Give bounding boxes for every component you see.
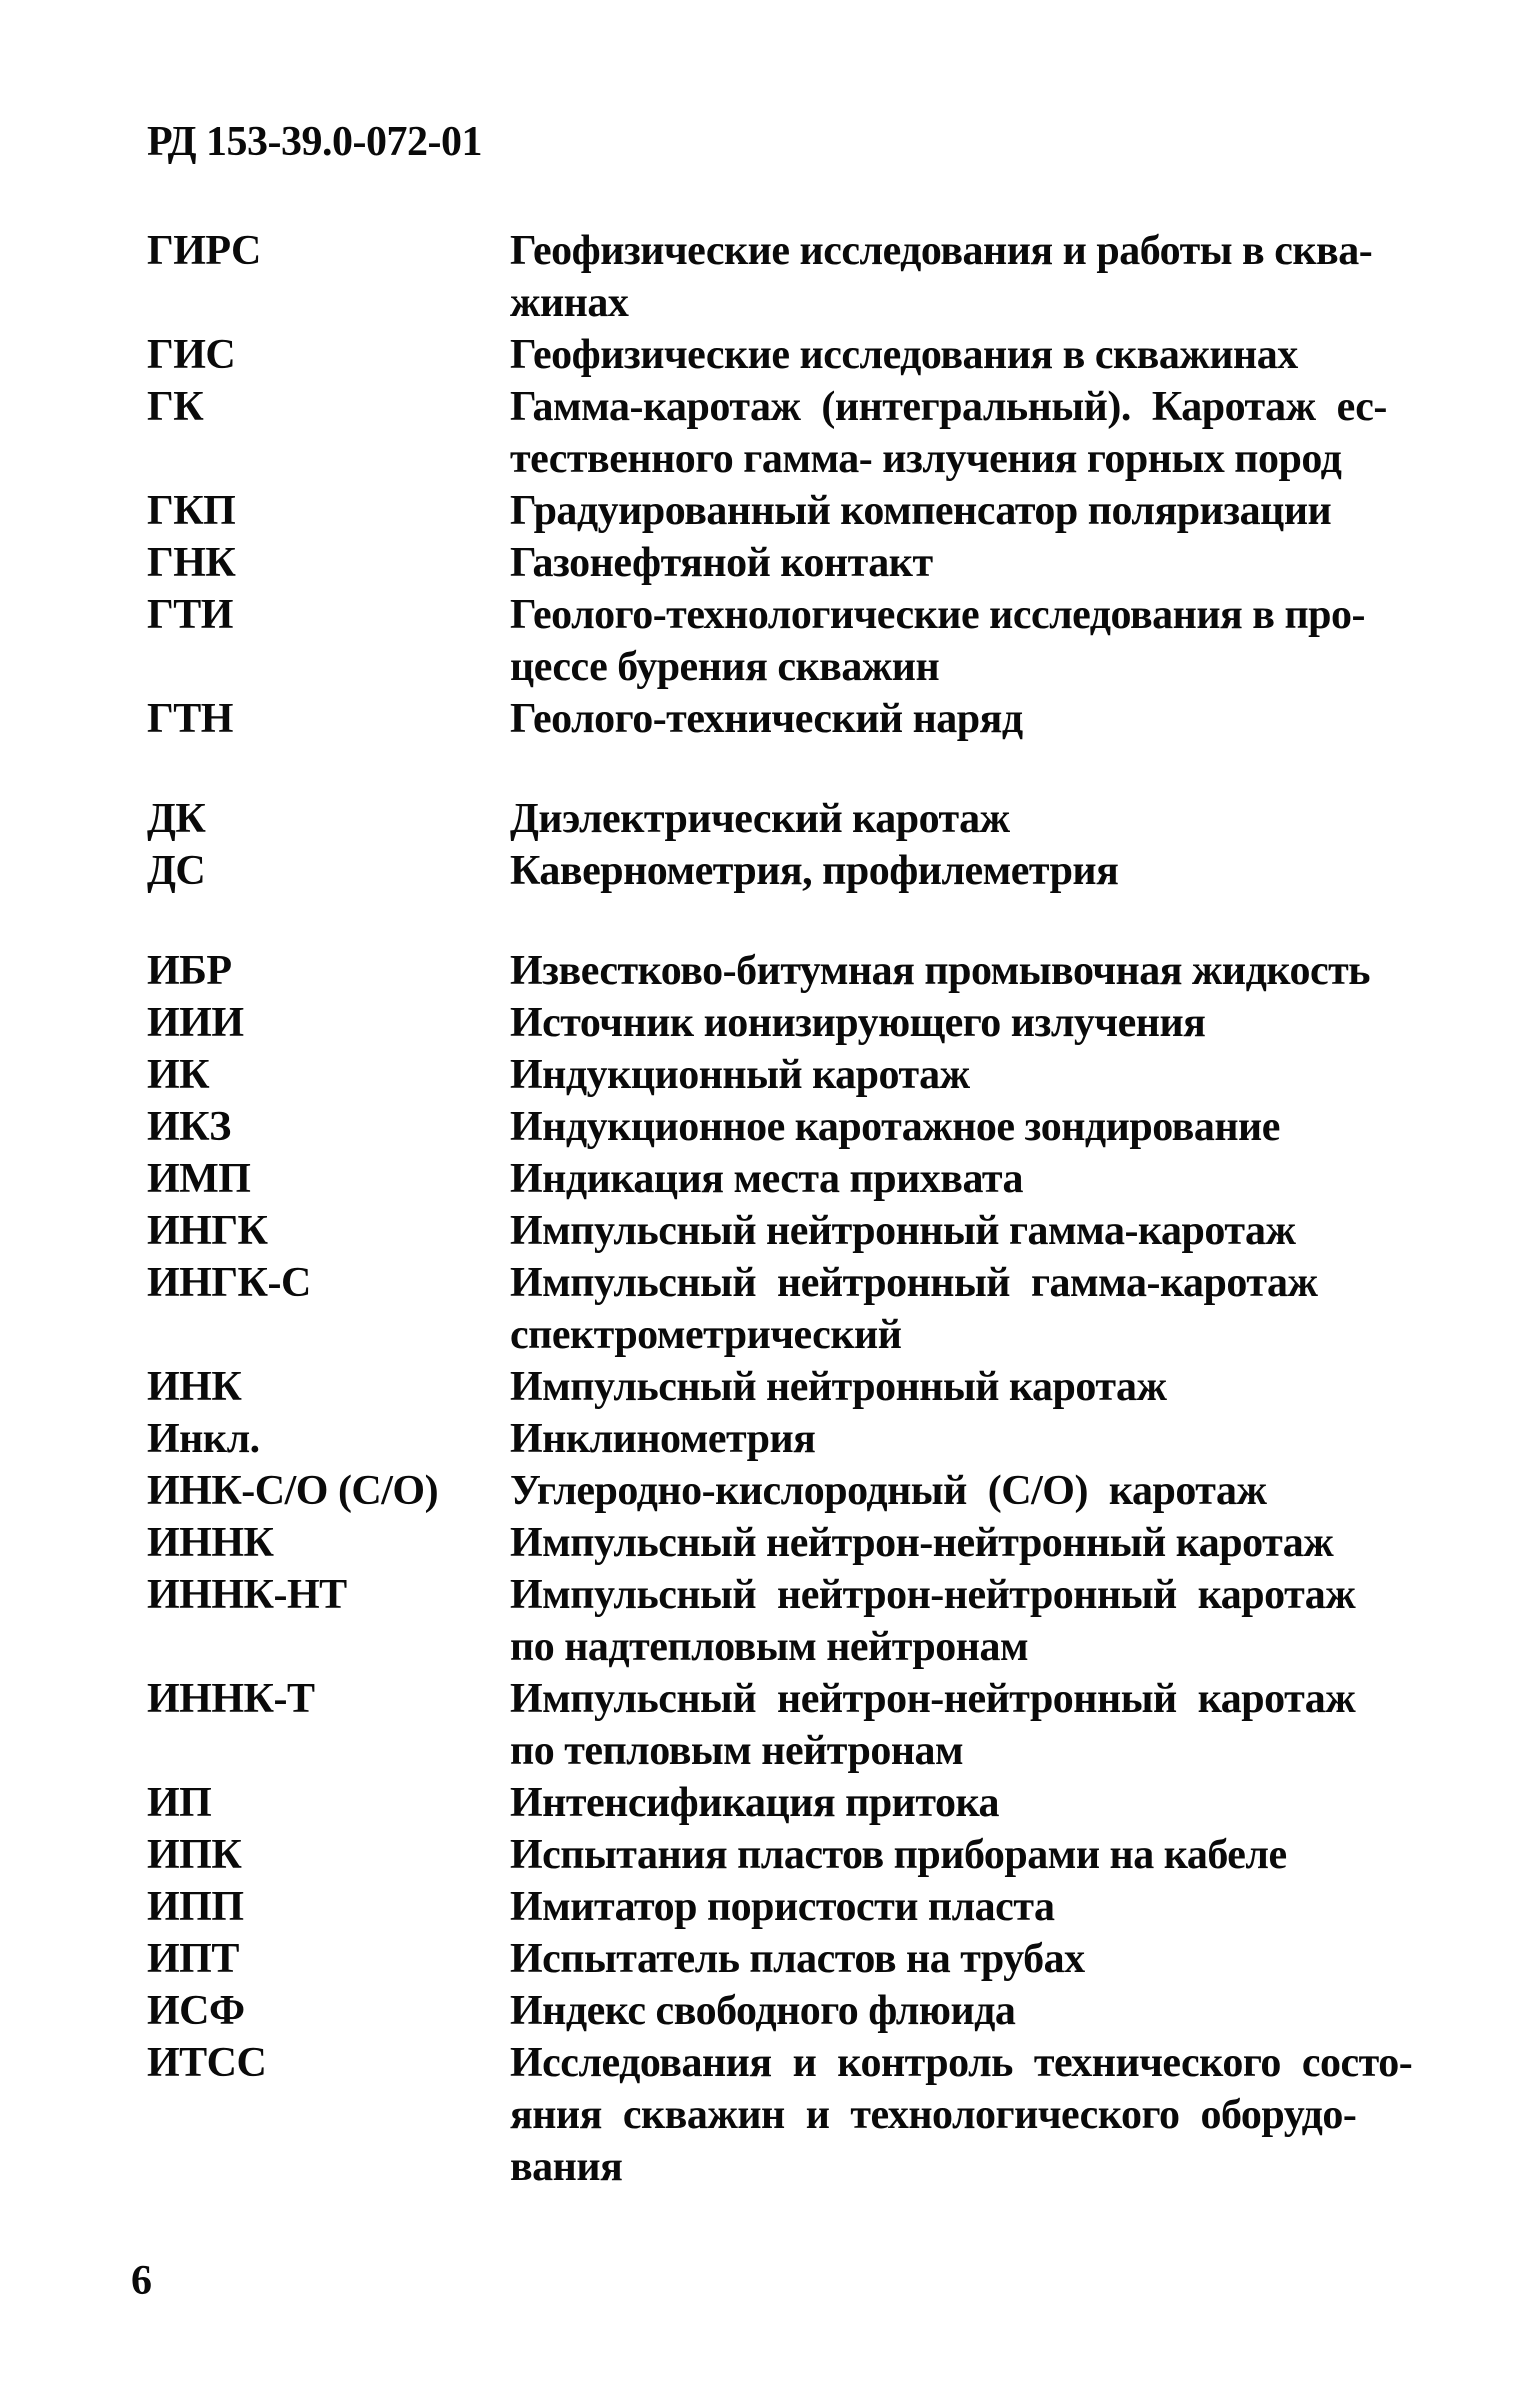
abbreviation-definition [510, 329, 1447, 381]
abbreviation-term: ИБР [147, 948, 232, 994]
definition-line: Исследования и контроль технического состо- [510, 2040, 1413, 2086]
abbreviation-term: ИИИ [147, 1000, 244, 1046]
abbreviation-row [147, 997, 1447, 1049]
definition-line: Источник ионизирующего излучения [510, 1000, 1206, 1046]
definition-line: Индекс свободного флюида [510, 1988, 1016, 2034]
abbreviation-row [147, 1881, 1447, 1933]
abbreviation-list [147, 225, 1447, 2193]
abbreviation-row [147, 2037, 1447, 2193]
abbreviation-row [147, 945, 1447, 997]
abbreviation-row [147, 1205, 1447, 1257]
abbreviation-definition [510, 1153, 1447, 1205]
abbreviation-term: ГНК [147, 540, 236, 586]
abbreviation-term: ИНГК [147, 1208, 268, 1254]
abbreviation-term: ИННК [147, 1520, 274, 1566]
abbreviation-row [147, 1517, 1447, 1569]
abbreviation-definition [510, 1517, 1447, 1569]
abbreviation-definition [510, 1465, 1447, 1517]
definition-line: Углеродно-кислородный (С/О) каротаж [510, 1468, 1267, 1514]
page-number: 6 [131, 2258, 152, 2304]
definition-line: Инклинометрия [510, 1416, 816, 1462]
abbreviation-definition [510, 1673, 1447, 1777]
definition-line: Геофизические исследования и работы в сква- [510, 228, 1373, 274]
abbreviation-term: ИПП [147, 1884, 244, 1930]
abbreviation-definition [510, 1205, 1447, 1257]
definition-line: Испытатель пластов на трубах [510, 1936, 1085, 1982]
abbreviation-term: ИННК-Т [147, 1676, 315, 1722]
abbreviation-definition [510, 1361, 1447, 1413]
definition-line: Газонефтяной контакт [510, 540, 933, 586]
definition-line: Имитатор пористости пласта [510, 1884, 1055, 1930]
abbreviation-definition [510, 1985, 1447, 2037]
abbreviation-row [147, 1829, 1447, 1881]
abbreviation-row [147, 225, 1447, 329]
definition-line: по надтепловым нейтронам [510, 1624, 1029, 1670]
definition-line: по тепловым нейтронам [510, 1728, 964, 1774]
definition-line: Кавернометрия, профилеметрия [510, 848, 1119, 894]
abbreviation-term: ИМП [147, 1156, 251, 1202]
abbreviation-definition [510, 1413, 1447, 1465]
abbreviation-row [147, 1985, 1447, 2037]
abbreviation-term: ГИС [147, 332, 236, 378]
abbreviation-definition [510, 381, 1447, 485]
abbreviation-definition [510, 485, 1447, 537]
abbreviation-row [147, 1153, 1447, 1205]
abbreviation-row [147, 1257, 1447, 1361]
definition-line: Градуированный компенсатор поляризации [510, 488, 1332, 534]
definition-line: Индукционный каротаж [510, 1052, 970, 1098]
abbreviation-term: ИННК-НТ [147, 1572, 347, 1618]
definition-line: Геофизические исследования в скважинах [510, 332, 1298, 378]
abbreviation-term: ИСФ [147, 1988, 245, 2034]
abbreviation-term: ИКЗ [147, 1104, 231, 1150]
abbreviation-row [147, 1933, 1447, 1985]
abbreviation-term: ГИРС [147, 228, 261, 274]
definition-line: Импульсный нейтрон-нейтронный каротаж [510, 1520, 1334, 1566]
abbreviation-definition [510, 1101, 1447, 1153]
abbreviation-definition [510, 1257, 1447, 1361]
definition-line: спектрометрический [510, 1312, 902, 1358]
abbreviation-row [147, 381, 1447, 485]
abbreviation-definition [510, 1881, 1447, 1933]
abbreviation-row [147, 1465, 1447, 1517]
definition-line: Интенсификация притока [510, 1780, 1000, 1826]
abbreviation-definition [510, 1933, 1447, 1985]
abbreviation-row [147, 1049, 1447, 1101]
definition-line: тественного гамма- излучения горных пород [510, 436, 1342, 482]
definition-line: Индикация места прихвата [510, 1156, 1024, 1202]
abbreviation-term: ИТСС [147, 2040, 267, 2086]
abbreviation-definition [510, 793, 1447, 845]
definition-line: Импульсный нейтрон-нейтронный каротаж [510, 1676, 1356, 1722]
abbreviation-term: ИПК [147, 1832, 242, 1878]
abbreviation-term: ГКП [147, 488, 236, 534]
abbreviation-definition [510, 945, 1447, 997]
abbreviation-term: ГК [147, 384, 204, 430]
definition-line: вания [510, 2144, 623, 2190]
abbreviation-row [147, 1673, 1447, 1777]
abbreviation-term: ИНК-С/О (С/О) [147, 1468, 439, 1514]
abbreviation-row [147, 537, 1447, 589]
abbreviation-term: ГТН [147, 696, 233, 742]
abbreviation-definition [510, 537, 1447, 589]
abbreviation-term: ИК [147, 1052, 210, 1098]
definition-line: Индукционное каротажное зондирование [510, 1104, 1280, 1150]
document-code: РД 153-39.0-072-01 [147, 119, 483, 165]
abbreviation-row [147, 1101, 1447, 1153]
abbreviation-row [147, 1777, 1447, 1829]
abbreviation-term: ГТИ [147, 592, 233, 638]
abbreviation-row [147, 693, 1447, 745]
abbreviation-term: ИНК [147, 1364, 242, 1410]
abbreviation-term: ИП [147, 1780, 212, 1826]
abbreviation-row [147, 1569, 1447, 1673]
abbreviation-definition [510, 1569, 1447, 1673]
abbreviation-definition [510, 589, 1447, 693]
abbreviation-row [147, 589, 1447, 693]
definition-line: Импульсный нейтронный гамма-каротаж [510, 1208, 1296, 1254]
abbreviation-definition [510, 1049, 1447, 1101]
abbreviation-row [147, 793, 1447, 845]
abbreviation-term: ДС [147, 848, 206, 894]
abbreviation-definition [510, 845, 1447, 897]
definition-line: Известково-битумная промывочная жидкость [510, 948, 1370, 994]
abbreviation-row [147, 329, 1447, 381]
abbreviation-definition [510, 225, 1447, 329]
definition-line: Диэлектрический каротаж [510, 796, 1010, 842]
abbreviation-definition [510, 2037, 1447, 2193]
definition-line: Импульсный нейтронный гамма-каротаж [510, 1260, 1318, 1306]
abbreviation-row [147, 485, 1447, 537]
definition-line: яния скважин и технологического оборудо- [510, 2092, 1357, 2138]
definition-line: Импульсный нейтрон-нейтронный каротаж [510, 1572, 1356, 1618]
abbreviation-row [147, 1413, 1447, 1465]
definition-line: Геолого-технологические исследования в про- [510, 592, 1365, 638]
definition-line: Испытания пластов приборами на кабеле [510, 1832, 1287, 1878]
abbreviation-term: ИПТ [147, 1936, 239, 1982]
abbreviation-term: ИНГК-С [147, 1260, 311, 1306]
abbreviation-term: Инкл. [147, 1416, 260, 1462]
definition-line: Импульсный нейтронный каротаж [510, 1364, 1167, 1410]
definition-line: Гамма-каротаж (интегральный). Каротаж ес- [510, 384, 1387, 430]
definition-line: жинах [510, 280, 629, 326]
abbreviation-row [147, 1361, 1447, 1413]
abbreviation-definition [510, 693, 1447, 745]
abbreviation-term: ДК [147, 796, 206, 842]
abbreviation-definition [510, 1777, 1447, 1829]
definition-line: Геолого-технический наряд [510, 696, 1023, 742]
abbreviation-definition [510, 997, 1447, 1049]
definition-line: цессе бурения скважин [510, 644, 940, 690]
abbreviation-row [147, 845, 1447, 897]
abbreviation-definition [510, 1829, 1447, 1881]
